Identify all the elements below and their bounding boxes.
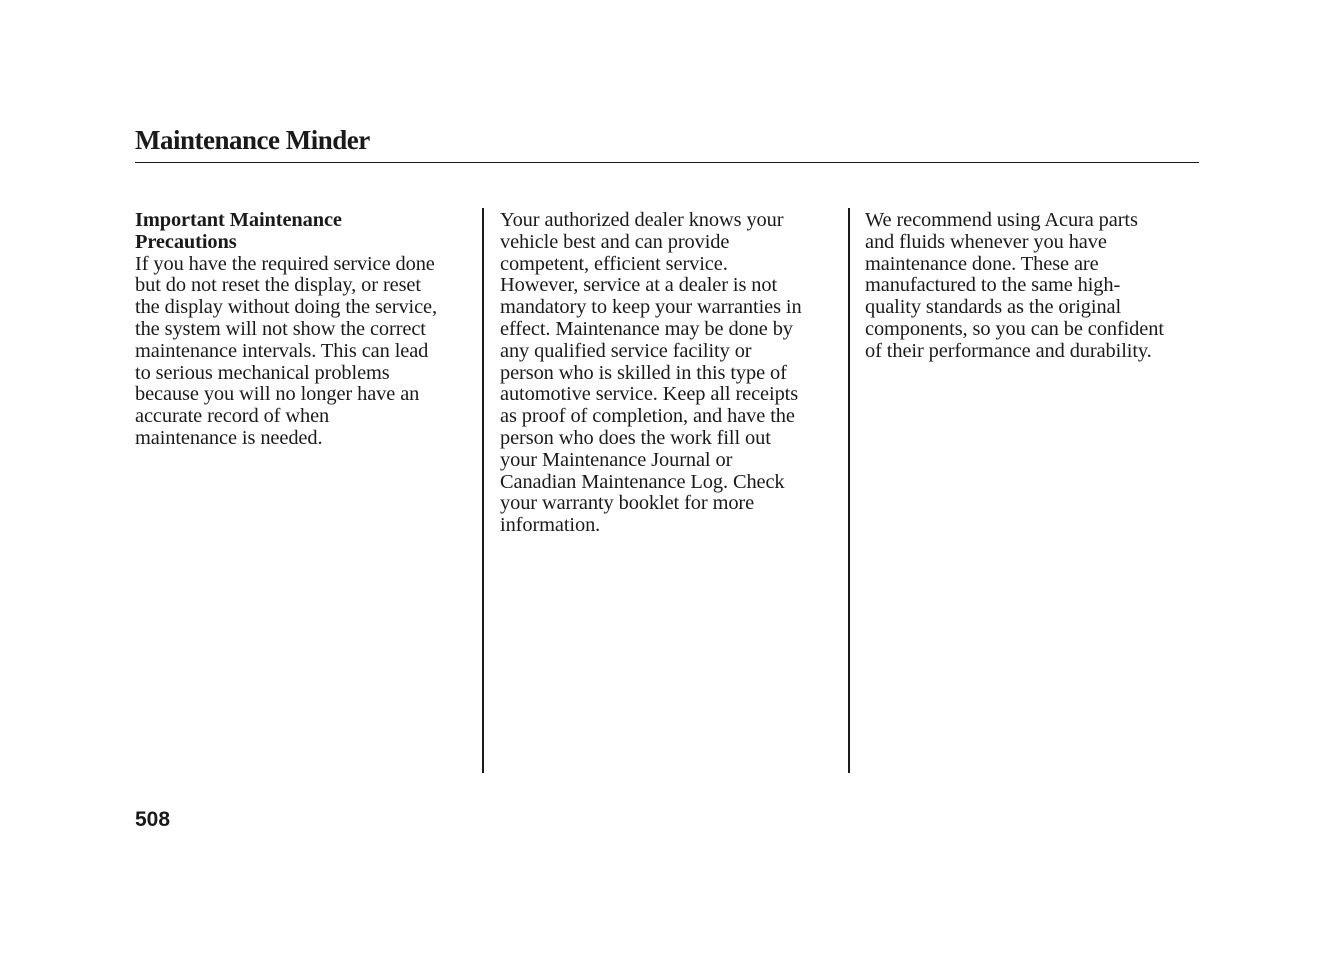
body-text-line: and fluids whenever you have: [865, 230, 1107, 253]
section-heading-line: Precautions: [135, 230, 237, 253]
body-text-line: If you have the required service done: [135, 252, 435, 275]
body-text-line: quality standards as the original: [865, 296, 1122, 319]
section-heading-line: Important Maintenance: [135, 209, 342, 231]
body-text-line: We recommend using Acura parts: [865, 209, 1138, 231]
body-text-line: effect. Maintenance may be done by: [500, 317, 793, 340]
body-text-line: to serious mechanical problems: [135, 361, 390, 384]
body-text-line: the system will not show the correct: [135, 317, 426, 340]
body-text-line: maintenance is needed.: [135, 426, 323, 449]
body-text-line: any qualified service facility or: [500, 339, 752, 362]
body-text-line: your Maintenance Journal or: [500, 448, 733, 471]
body-text-line: components, so you can be confident: [865, 317, 1164, 340]
column-divider: [848, 208, 850, 773]
body-text-line: vehicle best and can provide: [500, 230, 730, 253]
column-divider: [482, 208, 484, 773]
body-text-line: Your authorized dealer knows your: [500, 209, 784, 231]
body-text-line: information.: [500, 514, 601, 537]
body-text-line: manufactured to the same high-: [865, 274, 1121, 297]
body-text-line: person who is skilled in this type of: [500, 361, 787, 384]
body-text-line: but do not reset the display, or reset: [135, 274, 421, 297]
column-authorized-dealer: [500, 210, 840, 537]
page-title: Maintenance Minder: [135, 125, 370, 155]
body-text-line: maintenance intervals. This can lead: [135, 339, 429, 362]
body-text-line: person who does the work fill out: [500, 426, 771, 449]
body-text-line: the display without doing the service,: [135, 296, 438, 319]
title-rule: [135, 162, 1199, 163]
body-text-line: of their performance and durability.: [865, 339, 1152, 362]
column-important-precautions: [135, 210, 473, 450]
body-text-line: Canadian Maintenance Log. Check: [500, 470, 785, 493]
body-text-line: However, service at a dealer is not: [500, 274, 778, 297]
body-text-line: as proof of completion, and have the: [500, 405, 795, 428]
body-text-line: maintenance done. These are: [865, 252, 1099, 275]
body-text-line: because you will no longer have an: [135, 383, 420, 406]
body-text-line: mandatory to keep your warranties in: [500, 296, 802, 319]
body-text-line: your warranty booklet for more: [500, 492, 755, 515]
column-acura-parts: [865, 210, 1205, 363]
body-text-line: competent, efficient service.: [500, 252, 728, 275]
page-number: 508: [135, 808, 171, 831]
body-text-line: automotive service. Keep all receipts: [500, 383, 799, 406]
body-text-line: accurate record of when: [135, 405, 330, 428]
